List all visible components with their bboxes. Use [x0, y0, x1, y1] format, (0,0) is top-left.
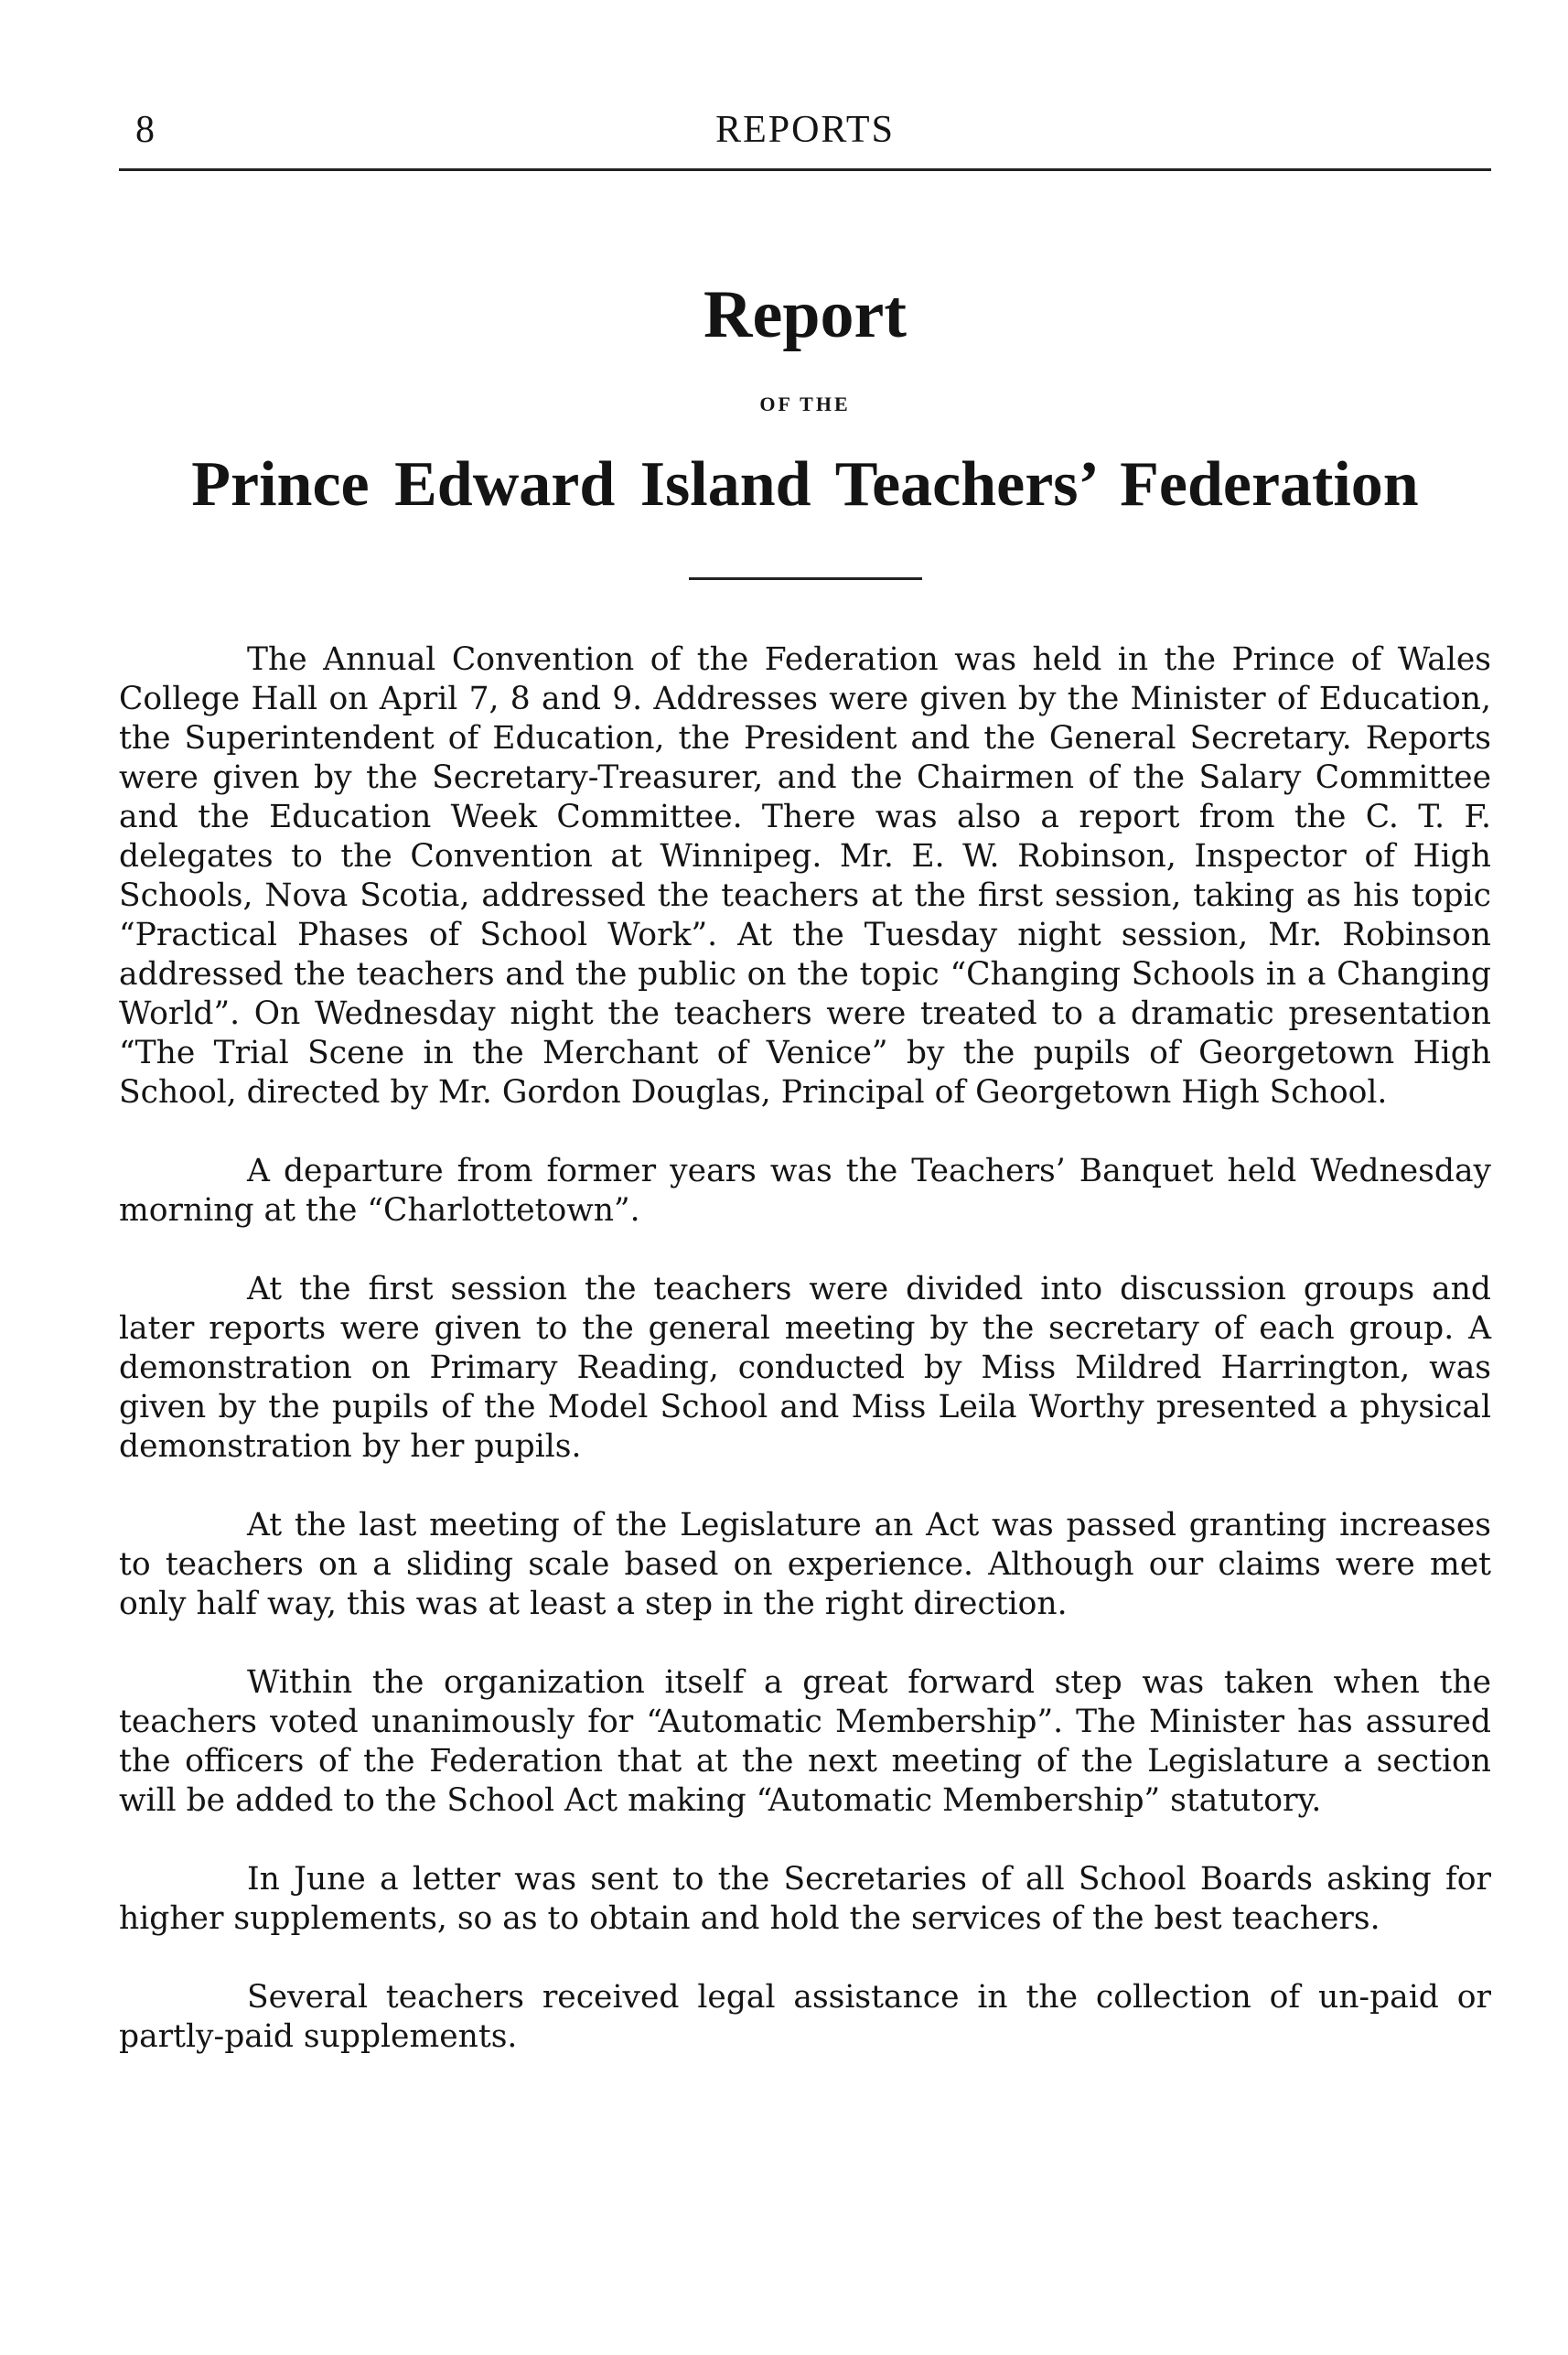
title-block: [119, 277, 1491, 580]
header-rule: [119, 168, 1491, 171]
running-title: REPORTS: [715, 109, 895, 151]
paragraph-banquet: A departure from former years was the Teachers’ Banquet held Wednesday morning at the “Charlottetown”.: [119, 1153, 1491, 1229]
paragraph-convention: The Annual Convention of the Federation was held in the Prince of Wales College Hall on April 7, 8 and 9. Addresses were given by the Minister of Education, the Superintendent of Education, the President and the General Secretary. Reports were given by the Secretary-Treasurer, and the Chairmen of the Salary Committee and the Education Week Committee. There was also a report from the C. T. F. delegates to the Convention at Winnipeg. Mr. E. W. Robinson, Inspector of High Schools, Nova Scotia, addressed the teachers at the first session, taking as his topic “Practical Phases of School Work”. At the Tuesday night session, Mr. Robinson addressed the teachers and the public on the topic “Changing Schools in a Changing World”. On Wednesday night the teachers were treated to a dramatic presentation “The Trial Scene in the Merchant of Venice” by the pupils of Georgetown High School, directed by Mr. Gordon Douglas, Principal of Georgetown High School.: [119, 641, 1491, 1111]
title-connector: OF THE: [759, 392, 851, 415]
document-page: [119, 108, 1491, 2096]
organization-title: Prince Edward Island Teachers’ Federation: [191, 449, 1419, 520]
title-rule: [689, 577, 922, 580]
page-number: 8: [135, 109, 156, 151]
paragraph-legal-assistance: Several teachers received legal assistance in the collection of un-paid or partly-paid supplements.: [119, 1979, 1491, 2055]
paragraph-automatic-membership: Within the organization itself a great forward step was taken when the teachers voted unanimously for “Automatic Membership”. The Minister has assured the officers of the Federation that at the next meeting of the Legislature a section will be added to the School Act making “Automatic Membership” statutory.: [119, 1664, 1491, 1819]
paragraph-school-boards-letter: In June a letter was sent to the Secretaries of all School Boards asking for higher supplements, so as to obtain and hold the services of the best teachers.: [119, 1861, 1491, 1937]
report-body: [119, 640, 1491, 2057]
running-header: [119, 108, 1491, 163]
report-title: Report: [703, 277, 907, 352]
paragraph-discussion-groups: At the first session the teachers were divided into discussion groups and later reports were given to the general meeting by the secretary of each group. A demonstration on Primary Reading, conducted by Miss Mildred Harrington, was given by the pupils of the Model School and Miss Leila Worthy presented a physical demonstration by her pupils.: [119, 1271, 1491, 1465]
paragraph-legislature: At the last meeting of the Legislature an Act was passed granting increases to teachers on a sliding scale based on experience. Although our claims were met only half way, this was at least a step in the right direction.: [119, 1507, 1491, 1622]
